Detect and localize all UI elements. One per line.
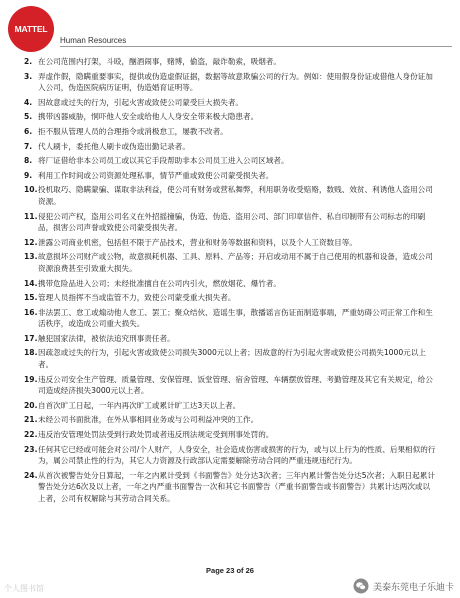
rule-number: 7. xyxy=(24,141,33,151)
rule-item xyxy=(24,126,436,138)
rule-number: 18. xyxy=(24,348,38,358)
rule-number: 16. xyxy=(24,307,38,317)
rule-text: 将厂证借给非本公司员工或以其它手段帮助非本公司员工进入公司区域者。 xyxy=(38,156,289,166)
rule-number: 21. xyxy=(24,415,38,425)
company-logo xyxy=(8,6,54,52)
rule-number: 5. xyxy=(24,112,33,122)
rule-text: 非法罢工、怠工或煽动他人怠工、罢工；聚众结伙、造谣生事，散播谣言伤证而制造事端，严重妨碍公司正常工作和生活秩序，或造成公司重大损失。 xyxy=(38,307,433,329)
rule-text: 触犯国家法律，被依法追究刑事责任者。 xyxy=(38,333,175,343)
rule-item xyxy=(24,97,436,109)
rule-item xyxy=(24,292,436,304)
wechat-watermark xyxy=(353,578,454,594)
page-header xyxy=(8,6,452,52)
rule-item xyxy=(24,71,436,94)
rule-item xyxy=(24,170,436,182)
rule-number: 10. xyxy=(24,185,38,195)
rule-number: 19. xyxy=(24,374,38,384)
rule-number: 9. xyxy=(24,170,33,180)
rule-item xyxy=(24,400,436,412)
rule-item xyxy=(24,414,436,426)
rule-text: 弄虚作假，隐瞒重要事实，提供或伪造虚假证据，数据等故意欺骗公司的行为。例如：使用假身份证或借他人身份证加入公司，伪造医院病历证明，伪造婚育证明等。 xyxy=(38,71,433,93)
rule-text: 任何其它已经或可能会对公司/个人财产，人身安全，社会造成伤害或损害的行为，或与以上行为的性质、后果相似的行为，属公司禁止性的行为，其它人力资源及行政部认定需要解除劳动合同的严重违规违纪行为。 xyxy=(38,444,436,466)
rule-text: 携带凶器威胁，恫吓他人安全或给他人人身安全带来极大隐患者。 xyxy=(38,112,259,122)
rule-number: 22. xyxy=(24,430,38,440)
rule-text: 因故意或过失的行为，引起火害或致使公司蒙受巨大损失者。 xyxy=(38,97,244,107)
rule-item xyxy=(24,184,436,207)
rule-item xyxy=(24,278,436,290)
rule-text: 自首次旷工日起，一年内再次旷工或累计旷工达3天以上者。 xyxy=(38,400,241,410)
rule-number: 6. xyxy=(24,126,33,136)
rule-text: 故意损坏公司财产或公物，故意损耗机器、工具、原料、产品等；开启或动用不属于自己使用的机器和设备，造成公司资源浪费甚至引致重大损失。 xyxy=(38,252,433,273)
rule-item xyxy=(24,251,436,274)
rule-number: 15. xyxy=(24,293,38,303)
rule-text: 利用工作时间或公司资源处理私事，情节严重或致使公司蒙受损失者。 xyxy=(38,170,274,180)
rule-number: 8. xyxy=(24,156,33,166)
rule-number: 2. xyxy=(24,57,33,66)
rule-number: 4. xyxy=(24,97,33,107)
rule-number: 12. xyxy=(24,237,38,247)
rule-number: 11. xyxy=(24,211,38,221)
rule-item xyxy=(24,111,436,123)
rule-number: 24. xyxy=(24,470,38,480)
rule-text: 违反公司安全生产管理、质量管理、安保管理、饭堂管理、宿舍管理、车辆摆放管理、考勤管理及其它有关规定，给公司造成经济损失3000元以上者。 xyxy=(38,374,433,396)
rule-number: 14. xyxy=(24,278,38,288)
rule-item xyxy=(24,56,436,68)
rule-text: 侵犯公司产权，盗用公司名义在外招摇撞骗，伪造、伪造、盗用公司、部门印章信件、私自印制带有公司标志的印刷品，损害公司声誉或致使公司蒙受损失者。 xyxy=(38,211,426,233)
rule-item xyxy=(24,141,436,153)
rule-item xyxy=(24,237,436,249)
rule-number: 3. xyxy=(24,71,33,81)
rule-number: 23. xyxy=(24,444,38,454)
rule-item xyxy=(24,444,436,467)
rules-list xyxy=(24,56,436,550)
rule-number: 13. xyxy=(24,252,38,262)
rule-item xyxy=(24,307,436,330)
rule-text: 携带危险品进入公司；未经批准擅自在公司内引火，燃放烟花、爆竹者。 xyxy=(38,278,281,288)
watermark-left: 个人图书馆 xyxy=(4,584,44,593)
rule-text: 投机取巧、隐瞒蒙骗、谋取非法利益，使公司有财务或营私舞弊，利用职务收受赔赂，数贱、效贫、利诱他人盗用公司资源。 xyxy=(38,185,433,206)
rule-item xyxy=(24,333,436,345)
rule-item xyxy=(24,211,436,234)
rule-item xyxy=(24,470,436,505)
rule-item xyxy=(24,374,436,397)
rule-text: 违反治安管理处罚法受到行政处罚或者违反刑法规定受到刑事处罚的。 xyxy=(38,430,274,440)
rule-text: 管理人员指挥不当或监管不力，致使公司蒙受重大损失者。 xyxy=(38,293,236,303)
rule-text: 未经公司书面批准，在外从事相同业务或与公司利益冲突的工作。 xyxy=(38,415,259,425)
department-label: Human Resources xyxy=(60,36,127,45)
rule-text: 泄露公司商业机密，包括但不限于产品技术，营业和财务等数据和资料，以及个人工资数目等。 xyxy=(38,237,357,247)
rule-text: 从首次被警告处分日算起，一年之内累计受到《书面警告》处分达3次者；三年内累计警告处分达5次者；入职日起累计警告处分达6次及以上者，一年之内严重书面警告一次和其它书面警告（严重书面警告或书面警告）共累计达两次或以上者，公司有权解除与其劳动合同关系。 xyxy=(38,470,435,503)
rule-text: 代人刷卡，委托他人刷卡或伪造出勤记录者。 xyxy=(38,141,190,151)
watermark-right-text: 美泰东莞电子乐迪卡 xyxy=(372,582,454,593)
rule-item xyxy=(24,347,436,370)
rule-text: 因疏忽或过失的行为，引起火害或致使公司损失3000元以上者；因故意的行为引起火害或致使公司损失1000元以上者。 xyxy=(38,348,426,370)
rule-item xyxy=(24,429,436,441)
rule-number: 20. xyxy=(24,400,38,410)
rule-number: 17. xyxy=(24,333,38,343)
wechat-icon xyxy=(353,578,369,594)
logo-text: MATTEL xyxy=(14,24,48,34)
rule-text: 在公司范围内打架，斗殴，酗酒闹事，赌博，偷盗，敲诈勒索，吸烟者。 xyxy=(38,57,281,66)
page-number: Page 23 of 26 xyxy=(206,566,254,575)
header-divider xyxy=(60,46,452,47)
rule-item xyxy=(24,155,436,167)
rule-text: 拒不服从管理人员的合理指令或消极怠工，屡教不改者。 xyxy=(38,126,228,136)
